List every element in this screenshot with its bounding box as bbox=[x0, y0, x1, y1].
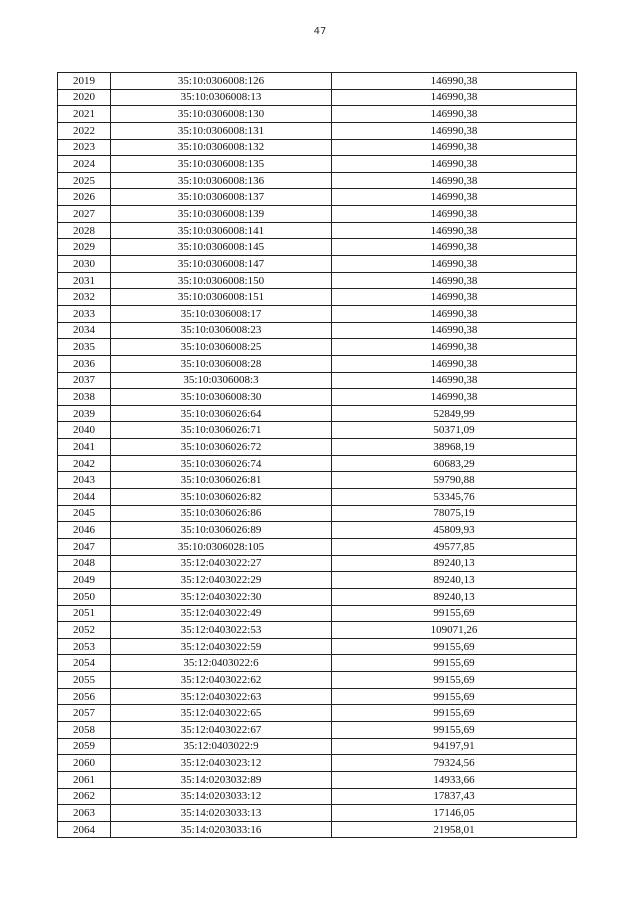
row-number-cell: 2045 bbox=[58, 505, 111, 522]
table-row bbox=[58, 73, 577, 90]
row-number-cell: 2019 bbox=[58, 73, 111, 90]
cadastral-value-cell: 78075,19 bbox=[332, 505, 577, 522]
row-number-cell: 2020 bbox=[58, 89, 111, 106]
table-row bbox=[58, 189, 577, 206]
table-row bbox=[58, 355, 577, 372]
cadastral-value-cell: 146990,38 bbox=[332, 122, 577, 139]
cadastral-number-cell: 35:14:0203033:13 bbox=[111, 805, 332, 822]
cadastral-number-cell: 35:12:0403022:65 bbox=[111, 705, 332, 722]
row-number-cell: 2062 bbox=[58, 788, 111, 805]
table-row bbox=[58, 655, 577, 672]
cadastral-number-cell: 35:10:0306026:74 bbox=[111, 455, 332, 472]
table-row bbox=[58, 422, 577, 439]
cadastral-number-cell: 35:10:0306008:141 bbox=[111, 222, 332, 239]
row-number-cell: 2056 bbox=[58, 688, 111, 705]
table-row bbox=[58, 322, 577, 339]
table-row bbox=[58, 106, 577, 123]
cadastral-number-cell: 35:12:0403022:29 bbox=[111, 572, 332, 589]
row-number-cell: 2037 bbox=[58, 372, 111, 389]
cadastral-value-cell: 146990,38 bbox=[332, 206, 577, 223]
cadastral-number-cell: 35:12:0403022:62 bbox=[111, 672, 332, 689]
cadastral-value-cell: 146990,38 bbox=[332, 339, 577, 356]
cadastral-value-cell: 146990,38 bbox=[332, 73, 577, 90]
cadastral-value-cell: 49577,85 bbox=[332, 538, 577, 555]
row-number-cell: 2029 bbox=[58, 239, 111, 256]
cadastral-value-cell: 146990,38 bbox=[332, 389, 577, 406]
cadastral-number-cell: 35:12:0403022:27 bbox=[111, 555, 332, 572]
cadastral-value-cell: 14933,66 bbox=[332, 771, 577, 788]
table-row bbox=[58, 439, 577, 456]
cadastral-value-cell: 146990,38 bbox=[332, 172, 577, 189]
table-row bbox=[58, 289, 577, 306]
row-number-cell: 2048 bbox=[58, 555, 111, 572]
table-row bbox=[58, 489, 577, 506]
table-row bbox=[58, 305, 577, 322]
row-number-cell: 2027 bbox=[58, 206, 111, 223]
row-number-cell: 2042 bbox=[58, 455, 111, 472]
cadastral-value-cell: 146990,38 bbox=[332, 239, 577, 256]
cadastral-value-cell: 89240,13 bbox=[332, 555, 577, 572]
row-number-cell: 2026 bbox=[58, 189, 111, 206]
cadastral-number-cell: 35:10:0306008:23 bbox=[111, 322, 332, 339]
cadastral-value-cell: 60683,29 bbox=[332, 455, 577, 472]
table-row bbox=[58, 339, 577, 356]
table-row bbox=[58, 572, 577, 589]
table-row bbox=[58, 538, 577, 555]
table-row bbox=[58, 705, 577, 722]
row-number-cell: 2025 bbox=[58, 172, 111, 189]
row-number-cell: 2047 bbox=[58, 538, 111, 555]
cadastral-number-cell: 35:10:0306008:30 bbox=[111, 389, 332, 406]
row-number-cell: 2030 bbox=[58, 256, 111, 273]
row-number-cell: 2055 bbox=[58, 672, 111, 689]
cadastral-number-cell: 35:10:0306008:135 bbox=[111, 156, 332, 173]
table-row bbox=[58, 472, 577, 489]
table-row bbox=[58, 239, 577, 256]
table-row bbox=[58, 638, 577, 655]
cadastral-number-cell: 35:10:0306028:105 bbox=[111, 538, 332, 555]
cadastral-number-cell: 35:14:0203033:16 bbox=[111, 821, 332, 838]
cadastral-number-cell: 35:10:0306026:72 bbox=[111, 439, 332, 456]
cadastral-value-cell: 17837,43 bbox=[332, 788, 577, 805]
cadastral-value-cell: 146990,38 bbox=[332, 256, 577, 273]
row-number-cell: 2064 bbox=[58, 821, 111, 838]
cadastral-value-cell: 94197,91 bbox=[332, 738, 577, 755]
cadastral-number-cell: 35:12:0403022:67 bbox=[111, 721, 332, 738]
row-number-cell: 2050 bbox=[58, 588, 111, 605]
table-row bbox=[58, 672, 577, 689]
table-row bbox=[58, 122, 577, 139]
cadastral-number-cell: 35:12:0403022:9 bbox=[111, 738, 332, 755]
cadastral-value-cell: 99155,69 bbox=[332, 605, 577, 622]
cadastral-value-cell: 146990,38 bbox=[332, 272, 577, 289]
cadastral-value-cell: 89240,13 bbox=[332, 588, 577, 605]
cadastral-number-cell: 35:10:0306008:25 bbox=[111, 339, 332, 356]
cadastral-number-cell: 35:10:0306008:130 bbox=[111, 106, 332, 123]
cadastral-value-cell: 109071,26 bbox=[332, 622, 577, 639]
row-number-cell: 2054 bbox=[58, 655, 111, 672]
cadastral-value-cell: 17146,05 bbox=[332, 805, 577, 822]
table-row bbox=[58, 771, 577, 788]
table-row bbox=[58, 272, 577, 289]
cadastral-number-cell: 35:12:0403022:6 bbox=[111, 655, 332, 672]
cadastral-number-cell: 35:10:0306008:132 bbox=[111, 139, 332, 156]
cadastral-number-cell: 35:10:0306008:17 bbox=[111, 305, 332, 322]
cadastral-value-cell: 50371,09 bbox=[332, 422, 577, 439]
cadastral-value-cell: 53345,76 bbox=[332, 489, 577, 506]
table-row bbox=[58, 89, 577, 106]
cadastral-number-cell: 35:12:0403022:59 bbox=[111, 638, 332, 655]
cadastral-value-cell: 146990,38 bbox=[332, 305, 577, 322]
cadastral-value-cell: 79324,56 bbox=[332, 755, 577, 772]
table-row bbox=[58, 588, 577, 605]
table-row bbox=[58, 139, 577, 156]
row-number-cell: 2060 bbox=[58, 755, 111, 772]
row-number-cell: 2036 bbox=[58, 355, 111, 372]
cadastral-value-cell: 146990,38 bbox=[332, 355, 577, 372]
table-row bbox=[58, 505, 577, 522]
cadastral-value-cell: 21958,01 bbox=[332, 821, 577, 838]
cadastral-value-cell: 146990,38 bbox=[332, 222, 577, 239]
cadastral-value-cell: 146990,38 bbox=[332, 372, 577, 389]
row-number-cell: 2022 bbox=[58, 122, 111, 139]
cadastral-number-cell: 35:10:0306008:137 bbox=[111, 189, 332, 206]
cadastral-number-cell: 35:12:0403022:53 bbox=[111, 622, 332, 639]
row-number-cell: 2057 bbox=[58, 705, 111, 722]
table-row bbox=[58, 405, 577, 422]
cadastral-number-cell: 35:10:0306008:13 bbox=[111, 89, 332, 106]
cadastral-number-cell: 35:10:0306026:89 bbox=[111, 522, 332, 539]
table-row bbox=[58, 256, 577, 273]
cadastral-number-cell: 35:12:0403022:30 bbox=[111, 588, 332, 605]
cadastral-number-cell: 35:10:0306008:151 bbox=[111, 289, 332, 306]
cadastral-number-cell: 35:10:0306008:126 bbox=[111, 73, 332, 90]
row-number-cell: 2046 bbox=[58, 522, 111, 539]
table-row bbox=[58, 755, 577, 772]
cadastral-number-cell: 35:10:0306008:139 bbox=[111, 206, 332, 223]
table-row bbox=[58, 605, 577, 622]
row-number-cell: 2031 bbox=[58, 272, 111, 289]
cadastral-number-cell: 35:10:0306008:150 bbox=[111, 272, 332, 289]
row-number-cell: 2044 bbox=[58, 489, 111, 506]
table-row bbox=[58, 721, 577, 738]
cadastral-number-cell: 35:10:0306008:147 bbox=[111, 256, 332, 273]
table-row bbox=[58, 805, 577, 822]
cadastral-number-cell: 35:10:0306026:71 bbox=[111, 422, 332, 439]
table-row bbox=[58, 156, 577, 173]
page-number: 47 bbox=[313, 26, 327, 37]
table-row bbox=[58, 788, 577, 805]
cadastral-value-cell: 146990,38 bbox=[332, 89, 577, 106]
row-number-cell: 2034 bbox=[58, 322, 111, 339]
cadastral-value-cell: 99155,69 bbox=[332, 638, 577, 655]
cadastral-value-cell: 99155,69 bbox=[332, 655, 577, 672]
row-number-cell: 2051 bbox=[58, 605, 111, 622]
cadastral-number-cell: 35:10:0306008:145 bbox=[111, 239, 332, 256]
table-row bbox=[58, 821, 577, 838]
row-number-cell: 2061 bbox=[58, 771, 111, 788]
cadastral-value-cell: 99155,69 bbox=[332, 688, 577, 705]
cadastral-value-cell: 146990,38 bbox=[332, 139, 577, 156]
table-row bbox=[58, 172, 577, 189]
table-row bbox=[58, 555, 577, 572]
cadastral-value-cell: 99155,69 bbox=[332, 721, 577, 738]
row-number-cell: 2053 bbox=[58, 638, 111, 655]
cadastral-number-cell: 35:12:0403022:49 bbox=[111, 605, 332, 622]
cadastral-value-cell: 146990,38 bbox=[332, 322, 577, 339]
row-number-cell: 2035 bbox=[58, 339, 111, 356]
table-row bbox=[58, 522, 577, 539]
cadastral-value-cell: 99155,69 bbox=[332, 705, 577, 722]
row-number-cell: 2023 bbox=[58, 139, 111, 156]
row-number-cell: 2058 bbox=[58, 721, 111, 738]
cadastral-number-cell: 35:10:0306008:28 bbox=[111, 355, 332, 372]
row-number-cell: 2039 bbox=[58, 405, 111, 422]
cadastral-number-cell: 35:14:0203032:89 bbox=[111, 771, 332, 788]
table-row bbox=[58, 688, 577, 705]
row-number-cell: 2040 bbox=[58, 422, 111, 439]
cadastral-value-cell: 146990,38 bbox=[332, 156, 577, 173]
cadastral-number-cell: 35:10:0306026:86 bbox=[111, 505, 332, 522]
cadastral-number-cell: 35:12:0403023:12 bbox=[111, 755, 332, 772]
row-number-cell: 2033 bbox=[58, 305, 111, 322]
cadastral-number-cell: 35:10:0306026:64 bbox=[111, 405, 332, 422]
cadastral-value-cell: 52849,99 bbox=[332, 405, 577, 422]
table-row bbox=[58, 455, 577, 472]
row-number-cell: 2059 bbox=[58, 738, 111, 755]
cadastral-number-cell: 35:10:0306008:131 bbox=[111, 122, 332, 139]
row-number-cell: 2028 bbox=[58, 222, 111, 239]
cadastral-value-cell: 38968,19 bbox=[332, 439, 577, 456]
cadastral-number-cell: 35:12:0403022:63 bbox=[111, 688, 332, 705]
table-row bbox=[58, 738, 577, 755]
table-row bbox=[58, 622, 577, 639]
cadastral-number-cell: 35:10:0306026:82 bbox=[111, 489, 332, 506]
row-number-cell: 2041 bbox=[58, 439, 111, 456]
table-row bbox=[58, 222, 577, 239]
table-row bbox=[58, 206, 577, 223]
cadastral-value-cell: 146990,38 bbox=[332, 106, 577, 123]
row-number-cell: 2032 bbox=[58, 289, 111, 306]
row-number-cell: 2049 bbox=[58, 572, 111, 589]
cadastral-value-cell: 146990,38 bbox=[332, 289, 577, 306]
cadastral-value-cell: 99155,69 bbox=[332, 672, 577, 689]
cadastral-value-cell: 59790,88 bbox=[332, 472, 577, 489]
cadastral-number-cell: 35:10:0306008:136 bbox=[111, 172, 332, 189]
row-number-cell: 2043 bbox=[58, 472, 111, 489]
cadastral-value-cell: 89240,13 bbox=[332, 572, 577, 589]
row-number-cell: 2024 bbox=[58, 156, 111, 173]
cadastral-value-table bbox=[57, 72, 577, 838]
cadastral-value-cell: 45809,93 bbox=[332, 522, 577, 539]
cadastral-value-cell: 146990,38 bbox=[332, 189, 577, 206]
table-body bbox=[58, 73, 577, 838]
row-number-cell: 2052 bbox=[58, 622, 111, 639]
table-row bbox=[58, 372, 577, 389]
row-number-cell: 2038 bbox=[58, 389, 111, 406]
cadastral-number-cell: 35:14:0203033:12 bbox=[111, 788, 332, 805]
row-number-cell: 2021 bbox=[58, 106, 111, 123]
cadastral-number-cell: 35:10:0306026:81 bbox=[111, 472, 332, 489]
row-number-cell: 2063 bbox=[58, 805, 111, 822]
table-row bbox=[58, 389, 577, 406]
cadastral-number-cell: 35:10:0306008:3 bbox=[111, 372, 332, 389]
